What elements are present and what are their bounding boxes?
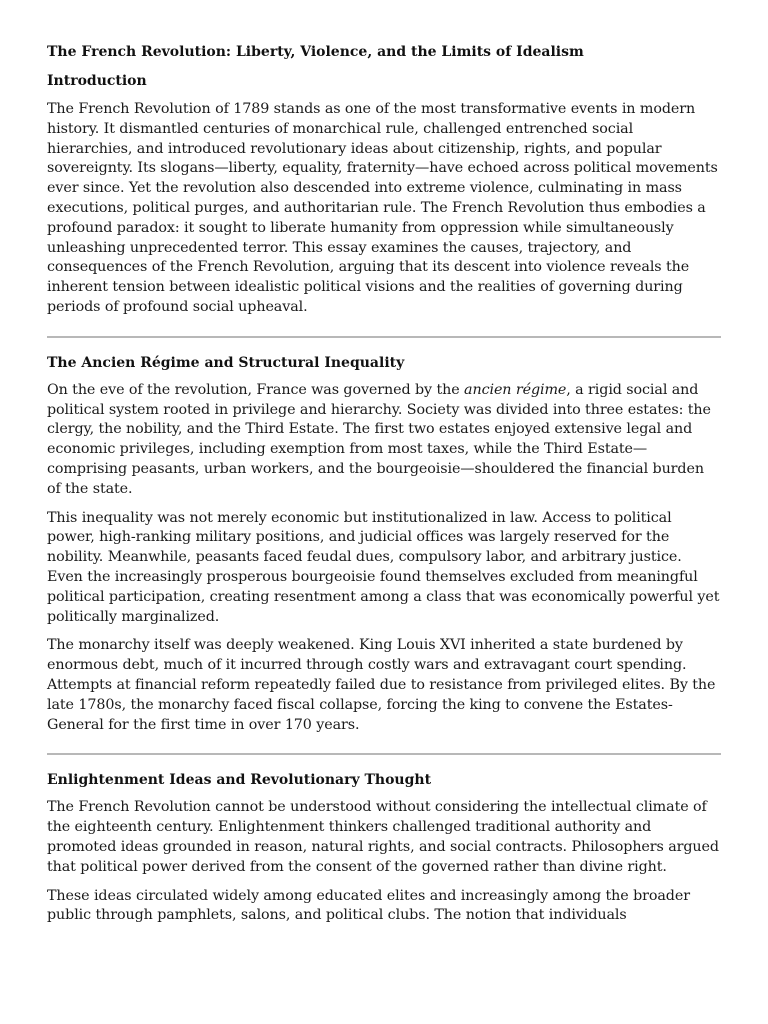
document-title: The French Revolution: Liberty, Violence, and the Limits of Idealism: [47, 44, 584, 60]
ancien-regime-p1-end: , a rigid social and political system rooted in privilege and hierarchy. Society was divided into three estates: the clergy, the nobility, and the Third Estate. The first two estates enjoyed extensive legal and economic privileges, including exemption from most taxes, while the Third Estate—comprising peasants, urban workers, and the bourgeoisie—shouldered the financial burden of the state.: [47, 381, 711, 497]
ancien-regime-paragraph-3: The monarchy itself was deeply weakened. King Louis XVI inherited a state burdened by enormous debt, much of it incurred through costly wars and extravagant court spending. Attempts at financial reform repeatedly failed due to resistance from privileged elites. By the late 1780s, the monarchy faced fiscal collapse, forcing the king to convene the Estates-General for the first time in over 170 years.: [47, 637, 716, 733]
ancien-regime-p1-start: On the eve of the revolution, France was governed by the: [47, 381, 465, 398]
ancien-regime-term: ancien régime: [464, 381, 567, 398]
section-ancien-regime: [47, 353, 721, 736]
ancien-regime-paragraph-2: This inequality was not merely economic but institutionalized in law. Access to political power, high-ranking military positions, and judicial offices was largely reserved for the nobility. Meanwhile, peasants faced feudal dues, compulsory labor, and arbitrary justice. Even the increasingly prosperous bourgeoisie found themselves excluded from meaningful political participation, creating resentment among a class that was economically powerful yet politically marginalized.: [47, 509, 720, 625]
enlightenment-paragraph-1: The French Revolution cannot be understood without considering the intellectual climate of the eighteenth century. Enlightenment thinkers challenged traditional authority and promoted ideas grounded in reason, natural rights, and social contracts. Philosophers argued that political power derived from the consent of the governed rather than divine right.: [47, 799, 719, 875]
introduction-paragraph: The French Revolution of 1789 stands as one of the most transformative events in modern history. It dismantled centuries of monarchical rule, challenged entrenched social hierarchies, and introduced revolutionary ideas about citizenship, rights, and popular sovereignty. Its slogans—liberty, equality, fraternity—have echoed across political movements ever since. Yet the revolution also descended into extreme violence, culminating in mass executions, political purges, and authoritarian rule. The French Revolution thus embodies a profound paradox: it sought to liberate humanity from oppression while simultaneously unleashing unprecedented terror. This essay examines the causes, trajectory, and consequences of the French Revolution, arguing that its descent into violence reveals the inherent tension between idealistic political visions and the realities of governing during periods of profound social upheaval.: [47, 101, 718, 315]
section-enlightenment: [47, 770, 721, 926]
ancien-regime-heading: The Ancien Régime and Structural Inequality: [47, 354, 405, 371]
enlightenment-heading: Enlightenment Ideas and Revolutionary Thought: [47, 772, 432, 789]
section-divider: [47, 336, 721, 338]
enlightenment-paragraph-2: These ideas circulated widely among educated elites and increasingly among the broader public through pamphlets, salons, and political clubs. The notion that individuals: [47, 887, 690, 924]
introduction-heading: Introduction: [47, 73, 147, 89]
ancien-regime-paragraph-1: [47, 381, 721, 500]
section-divider: [47, 753, 721, 755]
